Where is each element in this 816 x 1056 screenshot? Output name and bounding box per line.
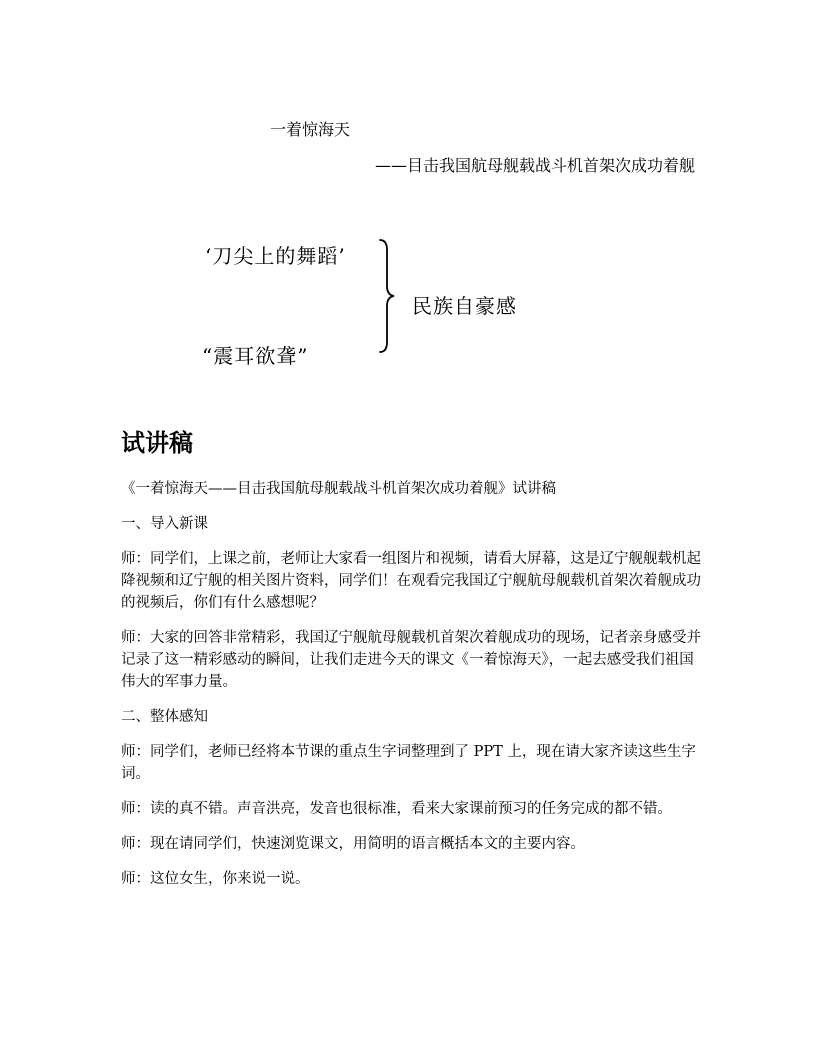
board-item-2: “震耳欲聋” (202, 344, 309, 368)
paragraph-doc-title: 《一着惊海天——目击我国航母舰载战斗机首架次成功着舰》试讲稿 (121, 481, 556, 497)
paragraph: 师：现在请同学们，快速浏览课文，用简明的语言概括本文的主要内容。 (121, 836, 585, 852)
paragraph-section-1: 一、导入新课 (121, 516, 208, 532)
brace-icon (378, 238, 400, 354)
board-summary: 民族自豪感 (412, 294, 517, 318)
document-subtitle: ——目击我国航母舰载战斗机首架次成功着舰 (374, 156, 695, 175)
paragraph: 师：同学们，上课之前，老师让大家看一组图片和视频，请看大屏幕，这是辽宁舰舰载机起降视频和辽宁舰的相关图片资料，同学们！在观看完我国辽宁舰航母舰载机首架次着舰成功的视频后，你们有什么感想呢？ (121, 551, 701, 611)
section-heading: 试讲稿 (121, 429, 193, 457)
paragraph: 师：读的真不错。声音洪亮，发音也很标准，看来大家课前预习的任务完成的都不错。 (121, 801, 672, 817)
document-title: 一着惊海天 (270, 120, 351, 139)
document-body (121, 478, 701, 903)
paragraph-section-2: 二、整体感知 (121, 709, 208, 725)
paragraph: 师：这位女生，你来说一说。 (121, 871, 310, 887)
paragraph: 师：同学们，老师已经将本节课的重点生字词整理到了 PPT 上，现在请大家齐读这些生字词。 (121, 744, 696, 782)
paragraph: 师：大家的回答非常精彩，我国辽宁舰航母舰载机首架次着舰成功的现场，记者亲身感受并记录了这一精彩感动的瞬间，让我们走进今天的课文《一着惊海天》，一起去感受我们祖国伟大的军事力量。 (121, 630, 701, 690)
board-item-1: ‘刀尖上的舞蹈’ (205, 244, 346, 268)
